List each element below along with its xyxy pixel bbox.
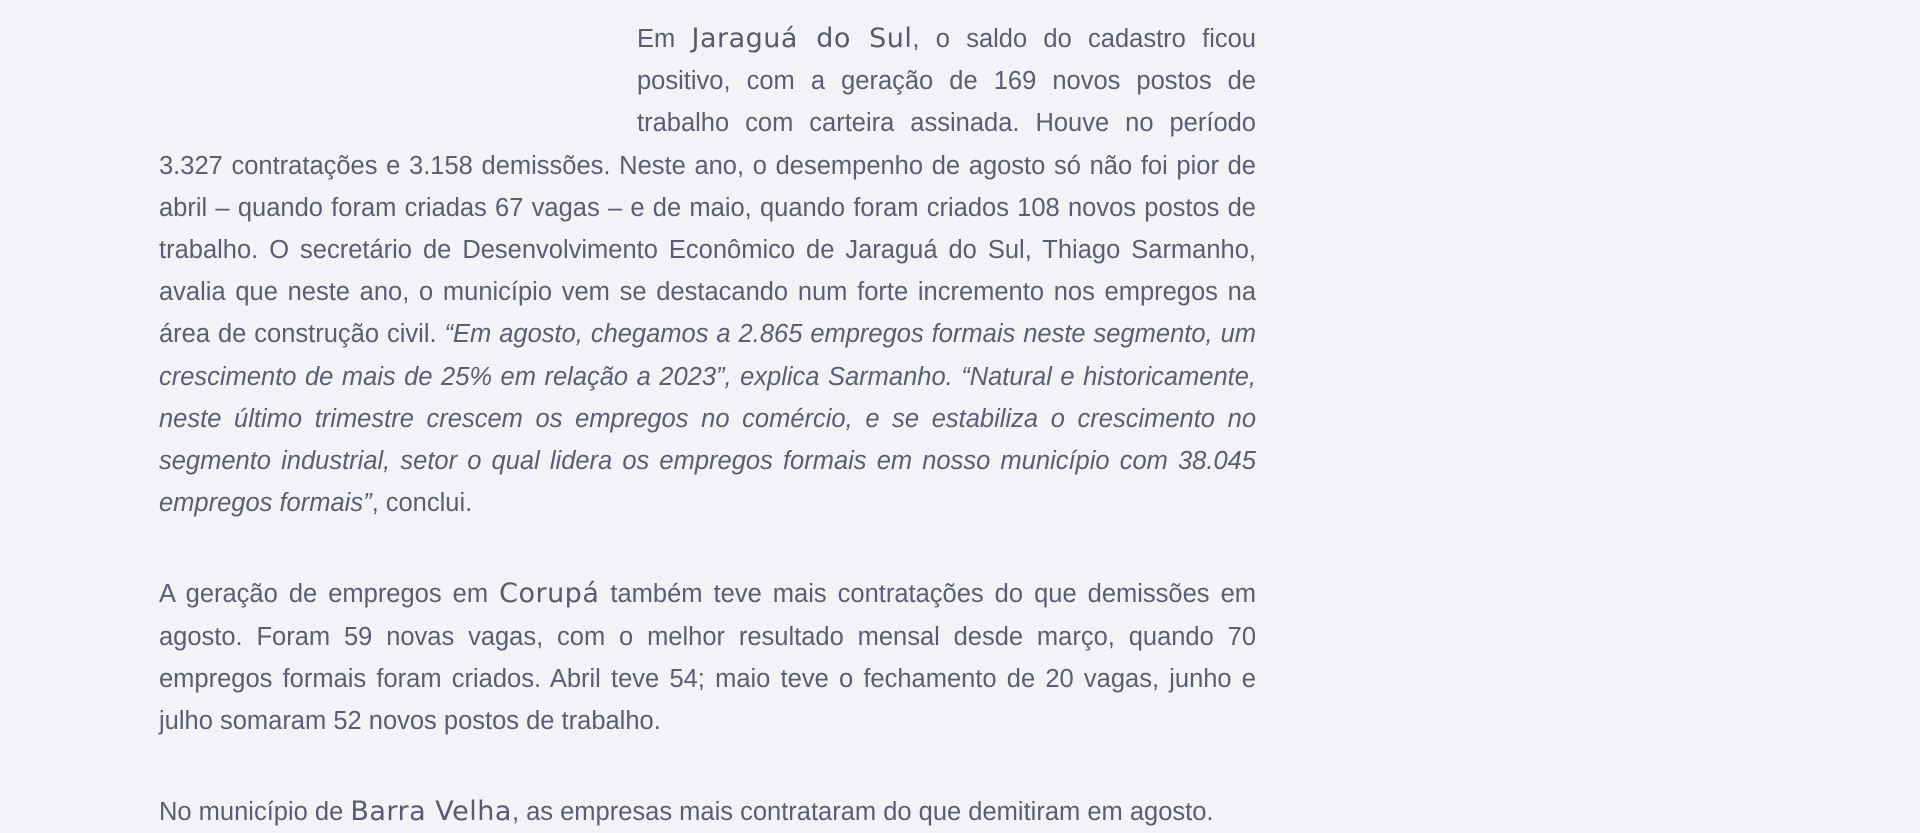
paragraph-lead: A geração de empregos em	[159, 580, 500, 609]
paragraph-barra-velha	[159, 791, 1256, 833]
paragraph-corupa	[159, 573, 1256, 742]
city-name-jaragua: Jaraguá do Sul	[691, 23, 913, 54]
paragraph-text: , o saldo do cadastro ficou positivo, com a geração de 169 novos postos de trabalho com carteira assinada. Houve no período 3.327 contratações e 3.158 demissões. Neste ano, o desempenho de agosto só não foi pior de abril – quando foram criadas 67 vagas – e de maio, quando foram criados 108 novos postos de trabalho. O secretário de Desenvolvimento Econômico de Jaraguá do Sul, Thiago Sarmanho, avalia que neste ano, o município vem se destacando num forte incremento nos empregos na área de construção civil.	[159, 25, 1256, 349]
article-body	[159, 18, 1256, 833]
image-space	[159, 18, 637, 144]
city-name-barra-velha: Barra Velha	[350, 796, 512, 828]
paragraph-lead: Em	[637, 25, 692, 53]
city-name-corupa: Corupá	[499, 578, 600, 610]
paragraph-end: , conclui.	[371, 489, 473, 518]
paragraph-lead: No município de	[159, 798, 351, 827]
quote: “Em agosto, chegamos a 2.865 empregos formais neste segmento, um crescimento de mais de 25% em relação a 2023”, explica Sarmanho. “Natural e historicamente, neste último trimestre crescem os empregos no comércio, e se estabiliza o crescimento no segmento industrial, setor o qual lidera os empregos formais em nosso município com 38.045 empregos formais”	[159, 320, 1256, 518]
paragraph-text: também teve mais contratações do que demissões em agosto. Foram 59 novas vagas, com o melhor resultado mensal desde março, quando 70 empregos formais foram criados. Abril teve 54; maio teve o fechamento de 20 vagas, junho e julho somaram 52 novos postos de trabalho.	[159, 580, 1256, 736]
paragraph-text: , as empresas mais contrataram do que demitiram em agosto.	[511, 798, 1214, 827]
